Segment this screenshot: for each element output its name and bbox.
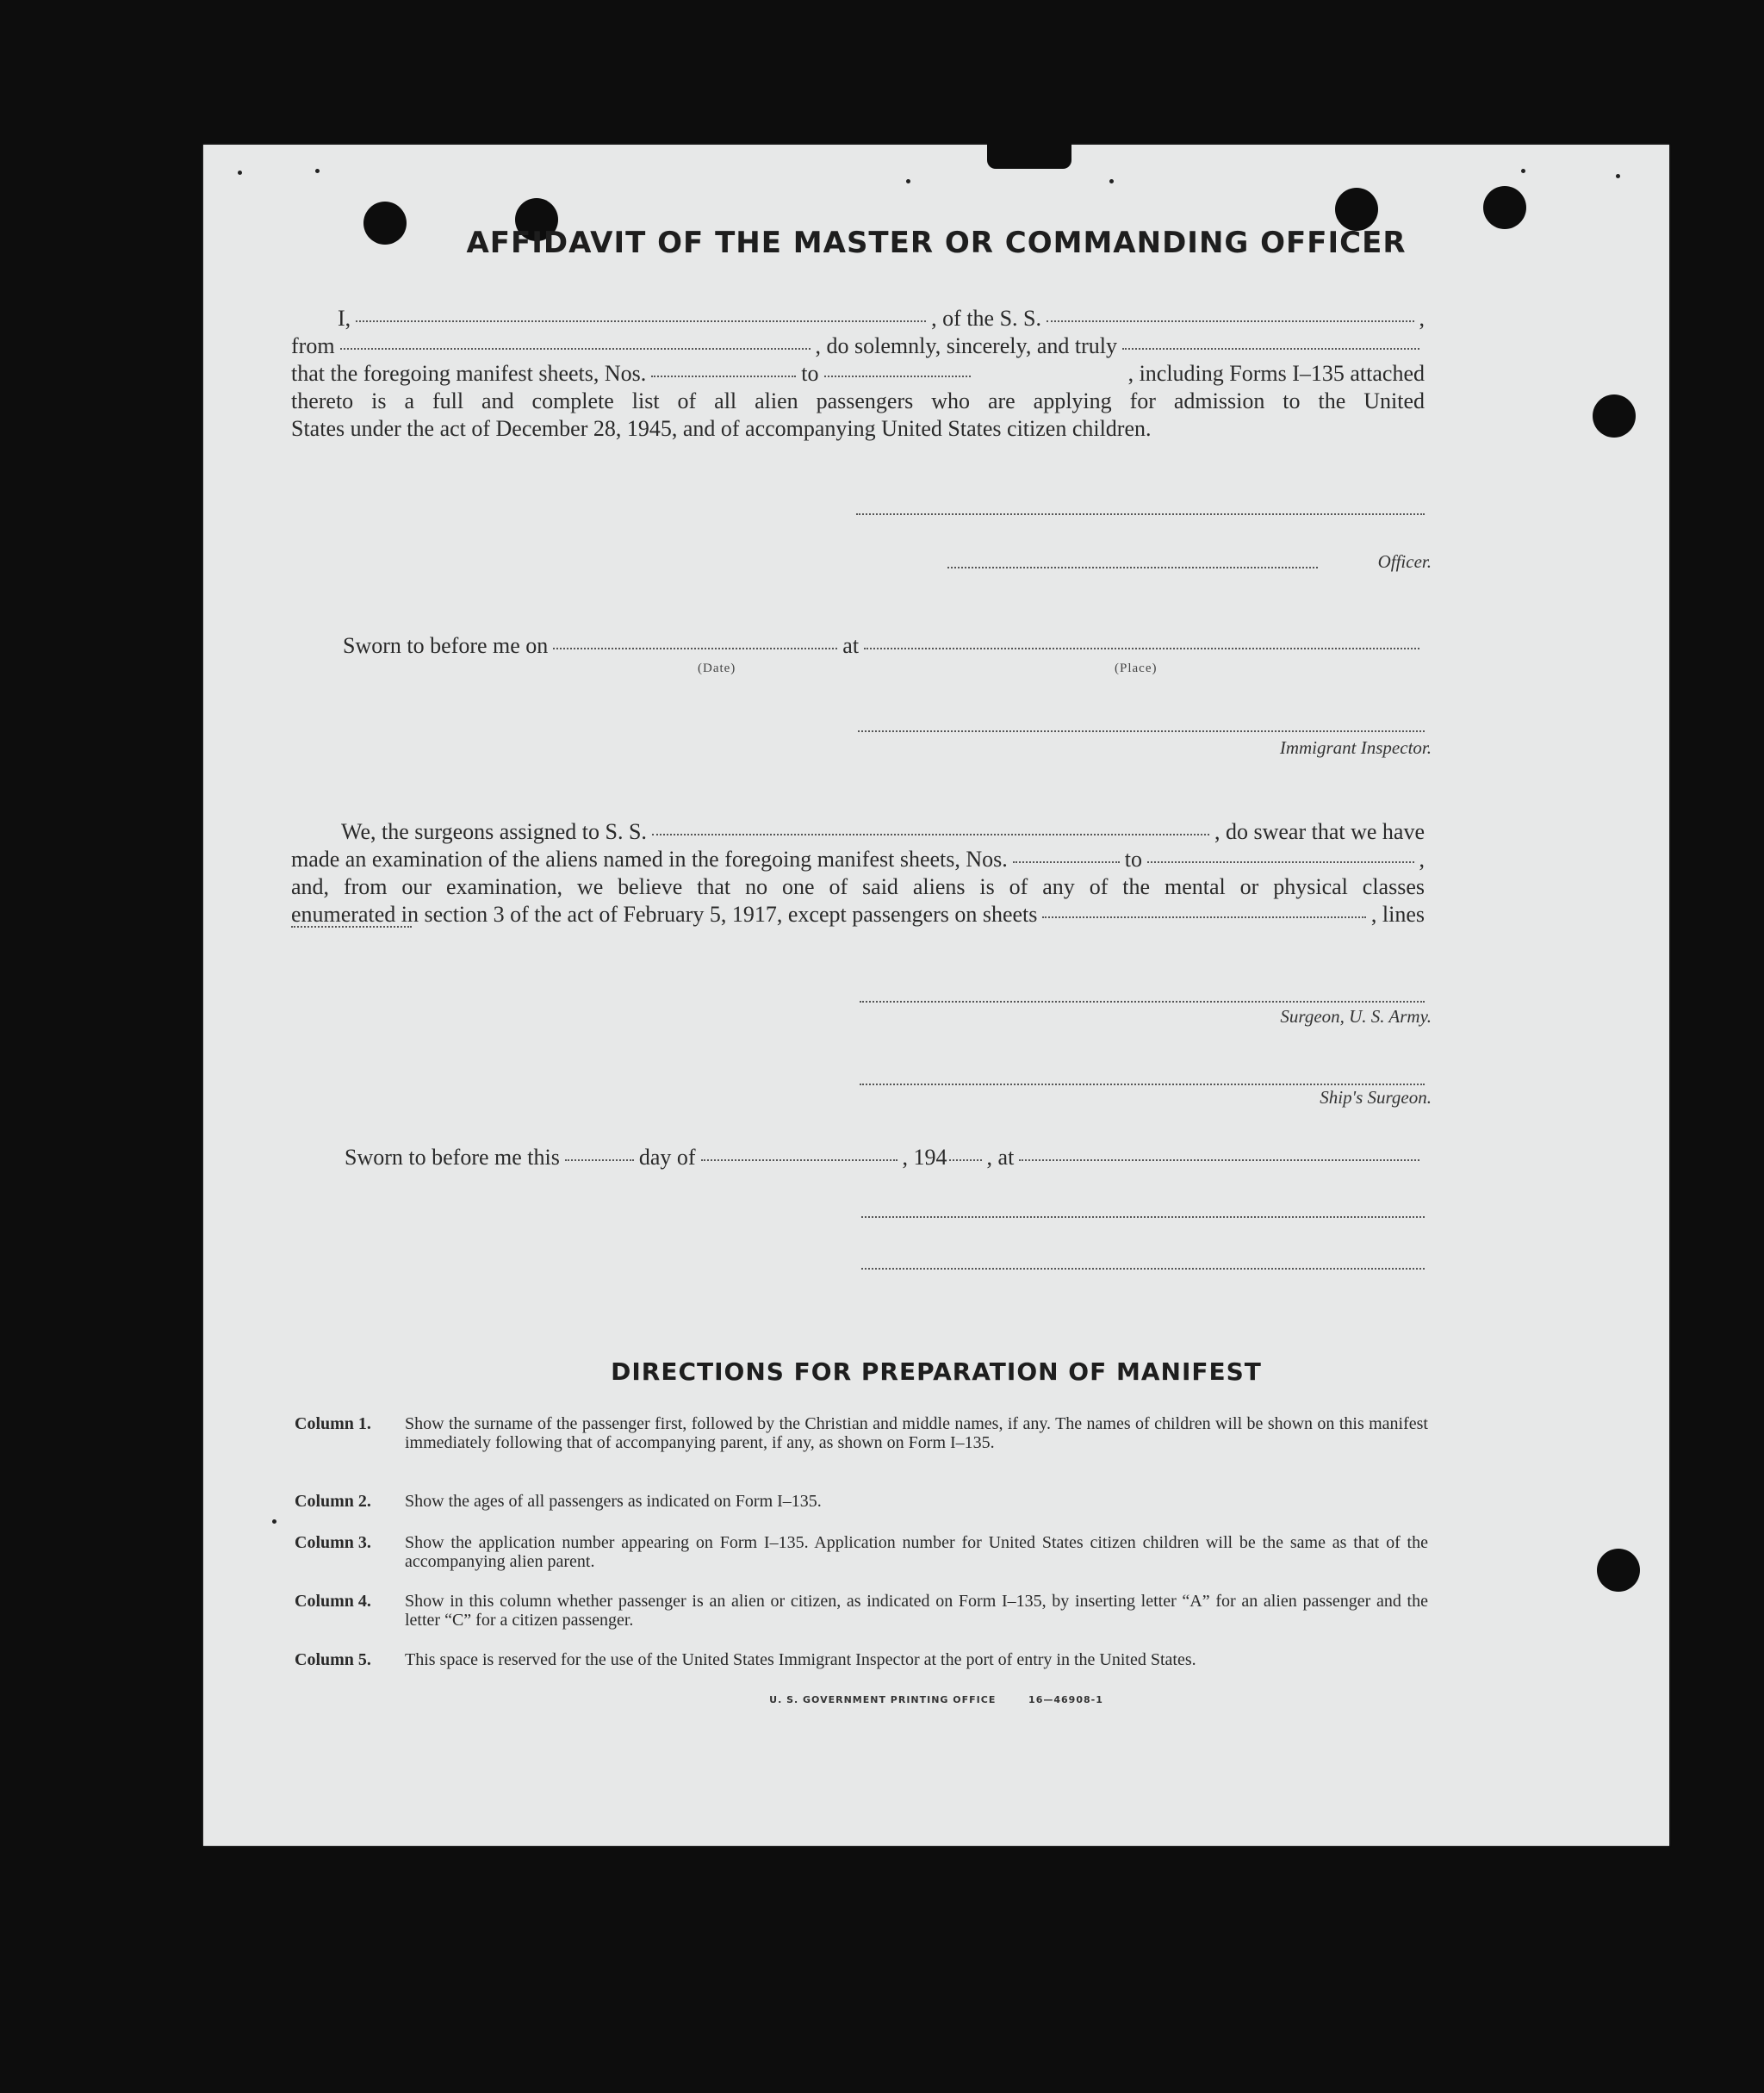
text-act-1945: States under the act of December 28, 1945, and of accompanying United States citizen children. — [291, 416, 1152, 441]
direction-column-4 — [295, 1592, 1428, 1630]
direction-column-2 — [295, 1492, 1428, 1511]
column-text: This space is reserved for the use of the United States Immigrant Inspector at the port of entry in the United States. — [405, 1650, 1196, 1669]
text-enumerated: enumerated in section 3 of the act of February 5, 1917, except passengers on sheets — [291, 902, 1038, 927]
text-of-ss: , of the S. S. — [931, 306, 1042, 331]
direction-column-1 — [295, 1414, 1428, 1452]
text-full-list: thereto is a full and complete list of all alien passengers who are applying for admission to the United — [291, 388, 1425, 413]
text-solemnly: , do solemnly, sincerely, and truly — [815, 333, 1117, 358]
column-text: Show the application number appearing on Form I–135. Application number for United States citizen children will be the same as that of the accompanying alien parent. — [405, 1533, 1428, 1571]
text-comma: , — [1419, 306, 1425, 331]
sworn-on-line — [291, 632, 1425, 660]
column-label: Column 5. — [295, 1650, 371, 1669]
exam-sheet-from-field[interactable] — [1013, 860, 1120, 863]
text-surgeons-assigned: We, the surgeons assigned to S. S. — [341, 819, 647, 844]
text-at: at — [842, 633, 860, 658]
ship-name-field[interactable] — [1047, 320, 1413, 322]
sworn-date-field[interactable] — [553, 647, 837, 649]
speck — [1616, 174, 1620, 178]
text-to: to — [1124, 847, 1142, 872]
punch-hole — [1593, 394, 1636, 438]
oath-field[interactable] — [1122, 347, 1419, 350]
form-page — [203, 145, 1669, 1846]
column-label: Column 3. — [295, 1533, 371, 1552]
inspector-signature-line[interactable] — [858, 730, 1425, 732]
punch-hole — [1483, 186, 1526, 229]
directions-title: DIRECTIONS FOR PREPARATION OF MANIFEST — [611, 1357, 1262, 1386]
text-made-examination: made an examination of the aliens named in the foregoing manifest sheets, Nos. — [291, 847, 1008, 872]
footer-printer: U. S. GOVERNMENT PRINTING OFFICE — [769, 1694, 997, 1705]
sworn-place-field[interactable] — [864, 647, 1419, 649]
column-label: Column 1. — [295, 1414, 371, 1433]
master-name-field[interactable] — [356, 320, 926, 322]
column-text: Show the surname of the passenger first, followed by the Christian and middle names, if any. The names of children will be shown on this manifest immediately following that of accompanying parent, if any, as shown on Form I–135. — [405, 1414, 1428, 1452]
text-mental-physical: and, from our examination, we believe that no one of said aliens is of any of the mental or physical classes — [291, 874, 1425, 899]
sworn-port-field[interactable] — [1019, 1158, 1419, 1161]
date-caption: (Date) — [698, 661, 736, 675]
inspector-caption: Immigrant Inspector. — [1279, 737, 1432, 758]
direction-column-5 — [295, 1650, 1428, 1669]
army-surgeon-signature-line[interactable] — [860, 1001, 1425, 1003]
affidavit-title: AFFIDAVIT OF THE MASTER OR COMMANDING OFFICER — [466, 226, 1407, 260]
officer-signature-line-2[interactable] — [947, 567, 1318, 568]
punch-hole — [1335, 188, 1378, 231]
ship-surgeon-caption: Ship's Surgeon. — [1320, 1087, 1432, 1108]
speck — [1109, 179, 1114, 183]
ship-surgeon-signature-line[interactable] — [860, 1084, 1425, 1085]
top-tab-notch — [987, 141, 1071, 169]
sworn-year-field[interactable] — [949, 1158, 982, 1161]
sworn-month-field[interactable] — [701, 1158, 898, 1161]
surgeon-ship-field[interactable] — [652, 833, 1209, 835]
except-sheets-field[interactable] — [1042, 916, 1365, 918]
sworn-signature-line-2[interactable] — [861, 1268, 1425, 1270]
column-text: Show in this column whether passenger is an alien or citizen, as indicated on Form I–135, by inserting letter “A” for an alien passenger and the letter “C” for a citizen passenger. — [405, 1592, 1428, 1630]
column-label: Column 4. — [295, 1592, 371, 1611]
text-do-swear: , do swear that we have — [1214, 819, 1425, 844]
text-year-194: , 194 — [902, 1145, 947, 1170]
sworn-this-line — [291, 1144, 1425, 1171]
surgeons-paragraph — [291, 818, 1425, 931]
punch-hole — [1597, 1549, 1640, 1592]
printing-office-footer — [203, 1694, 1669, 1705]
sheet-to-field[interactable] — [824, 375, 971, 377]
speck — [1521, 169, 1525, 173]
place-caption: (Place) — [1115, 661, 1158, 675]
speck — [906, 179, 910, 183]
sworn-day-field[interactable] — [565, 1158, 634, 1161]
footer-code: 16—46908-1 — [1028, 1694, 1103, 1705]
text-at: , at — [986, 1145, 1015, 1170]
text-comma: , — [1419, 847, 1425, 872]
text-sworn-this: Sworn to before me this — [345, 1145, 560, 1170]
column-label: Column 2. — [295, 1492, 371, 1511]
direction-column-3 — [295, 1533, 1428, 1571]
text-including-forms: , including Forms I–135 attached — [1127, 361, 1425, 386]
exam-sheet-to-field[interactable] — [1147, 860, 1414, 863]
speck — [238, 171, 242, 175]
speck — [272, 1519, 276, 1524]
port-from-field[interactable] — [340, 347, 811, 350]
master-affidavit-paragraph — [291, 305, 1425, 443]
column-text: Show the ages of all passengers as indicated on Form I–135. — [405, 1492, 822, 1511]
text-sworn-before: Sworn to before me on — [343, 633, 549, 658]
army-surgeon-caption: Surgeon, U. S. Army. — [1280, 1006, 1432, 1027]
officer-signature-line-1[interactable] — [856, 513, 1425, 515]
text-foregoing-sheets: that the foregoing manifest sheets, Nos. — [291, 361, 647, 386]
text-from: from — [291, 333, 335, 358]
text-i: I, — [338, 306, 351, 331]
text-to: to — [801, 361, 819, 386]
lines-field[interactable] — [291, 925, 412, 928]
text-lines: , lines — [1370, 902, 1425, 927]
officer-caption: Officer. — [1377, 551, 1432, 572]
sheet-from-field[interactable] — [651, 375, 796, 377]
speck — [315, 169, 320, 173]
text-day-of: day of — [638, 1145, 696, 1170]
sworn-signature-line-1[interactable] — [861, 1216, 1425, 1218]
